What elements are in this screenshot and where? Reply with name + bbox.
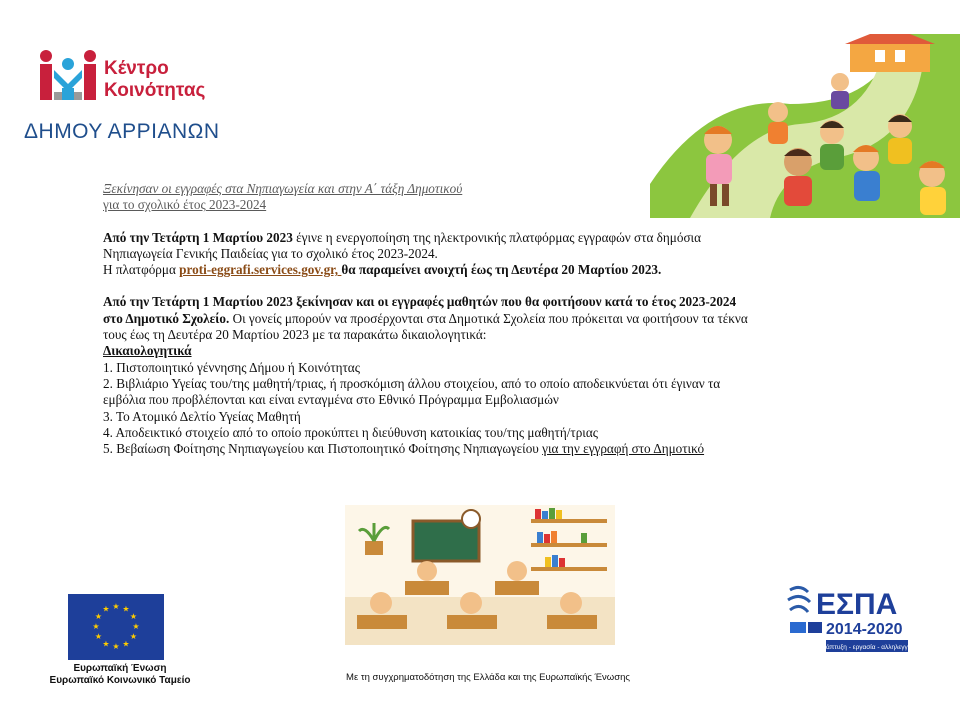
- para1-date: Από την Τετάρτη 1 Μαρτίου 2023: [103, 229, 293, 245]
- svg-text:★: ★: [132, 622, 140, 631]
- logo-line-2: Κοινότητας: [104, 80, 206, 101]
- para2-school: στο Δημοτικό Σχολείο.: [103, 310, 230, 326]
- document-item-5: 5. Βεβαίωση Φοίτησης Νηπιαγωγείου και Πιστοποιητικό Φοίτησης Νηπιαγωγείου: [103, 441, 543, 457]
- document-item: 4. Αποδεικτικό στοιχείο από το οποίο προκύπτει η διεύθυνση κατοικίας του/της μαθητή/τριας: [103, 424, 598, 440]
- classroom-illustration: [345, 505, 615, 645]
- family-logo-icon: [36, 48, 100, 104]
- announcement-headline: [103, 181, 863, 214]
- headline-line-1: Ξεκίνησαν οι εγγραφές στα Νηπιαγωγεία και στην Α΄ τάξη Δημοτικού: [103, 181, 463, 196]
- svg-text:★: ★: [129, 632, 138, 641]
- document-item: εμβόλια που προβλέπονται και είναι ενταγμένα στο Εθνικό Πρόγραμμα Εμβολιασμών: [103, 392, 559, 408]
- announcement-body: [103, 181, 863, 457]
- primary-school-paragraph: [103, 294, 863, 343]
- document-item-5-note: για την εγγραφή στο Δημοτικό: [542, 441, 705, 457]
- document-item: 3. Το Ατομικό Δελτίο Υγείας Μαθητή: [103, 408, 301, 424]
- para2-text: Οι γονείς μπορούν να προσέρχονται στα Δημοτικά Σχολεία που πρόκειται να φοιτήσουν τα τέκνα: [229, 310, 748, 326]
- svg-text:★: ★: [92, 622, 100, 631]
- child-5: [888, 114, 912, 164]
- eu-mini-flag-icon: [808, 622, 822, 633]
- espa-tagline: ανάπτυξη - εργασία - αλληλεγγύη: [819, 644, 915, 651]
- greek-flag-icon: [790, 622, 806, 633]
- cofunding-note: Με τη συγχρηματοδότηση της Ελλάδα και της Ευρωπαϊκής Ένωσης: [346, 672, 630, 683]
- svg-text:★: ★: [129, 612, 138, 621]
- svg-text:★: ★: [102, 639, 110, 649]
- espa-logo: [786, 582, 916, 660]
- municipality-title: ΔΗΜΟΥ ΑΡΡΙΑΝΩΝ: [24, 120, 220, 143]
- para1-line-2: Νηπιαγωγεία Γενικής Παιδείας για το σχολικό έτος 2023-2024.: [103, 245, 438, 261]
- platform-link[interactable]: proti-eggrafi.services.gov.gr,: [179, 262, 342, 278]
- platform-deadline: θα παραμείνει ανοιχτή έως τη Δευτέρα 20 Μαρτίου 2023.: [341, 262, 662, 278]
- platform-prefix: Η πλατφόρμα: [103, 262, 180, 278]
- espa-word: ΕΣΠΑ: [816, 588, 898, 621]
- child-6: [768, 102, 788, 144]
- para2-line-3: τους έως τη Δευτέρα 20 Μαρτίου 2023 με τα παρακάτω δικαιολογητικά:: [103, 327, 487, 343]
- svg-text:★: ★: [112, 602, 120, 611]
- svg-text:★: ★: [102, 604, 110, 614]
- svg-text:★: ★: [94, 632, 103, 641]
- eu-caption-line-1: Ευρωπαϊκή Ένωση: [73, 663, 167, 674]
- document-item: 2. Βιβλιάριο Υγείας του/της μαθητή/τριας, ή προσκόμιση άλλου στοιχείου, από το οποίο αποδεικνύεται ότι έγιναν τα: [103, 375, 721, 391]
- kindergarten-paragraph: [103, 230, 863, 279]
- logo-text: [104, 58, 205, 102]
- svg-text:★: ★: [94, 612, 103, 621]
- child-7: [831, 73, 849, 109]
- eu-flag-icon: [68, 594, 164, 660]
- espa-waves-icon: [788, 587, 810, 612]
- espa-years: 2014-2020: [826, 621, 903, 638]
- child-8: [919, 161, 946, 215]
- para2-line-1: Από την Τετάρτη 1 Μαρτίου 2023 ξεκίνησαν και οι εγγραφές μαθητών που θα φοιτήσουν κατά το έτος 2023-2024: [103, 294, 737, 310]
- para1-text: έγινε η ενεργοποίηση της ηλεκτρονικής πλατφόρμας εγγραφών στα δημόσια: [292, 229, 702, 245]
- svg-text:★: ★: [122, 604, 130, 614]
- document-item: 1. Πιστοποιητικό γέννησης Δήμου ή Κοινότητας: [103, 359, 360, 375]
- child-3: [820, 120, 844, 170]
- documents-title: Δικαιολογητικά: [103, 343, 192, 359]
- eu-caption-line-2: Ευρωπαϊκό Κοινωνικό Ταμείο: [49, 675, 191, 686]
- svg-text:★: ★: [122, 639, 130, 649]
- headline-line-2: για το σχολικό έτος 2023-2024: [103, 197, 267, 213]
- logo-line-1: Κέντρο: [104, 58, 169, 79]
- svg-text:★: ★: [112, 642, 120, 651]
- eu-caption: [20, 663, 220, 687]
- required-documents: [103, 343, 863, 457]
